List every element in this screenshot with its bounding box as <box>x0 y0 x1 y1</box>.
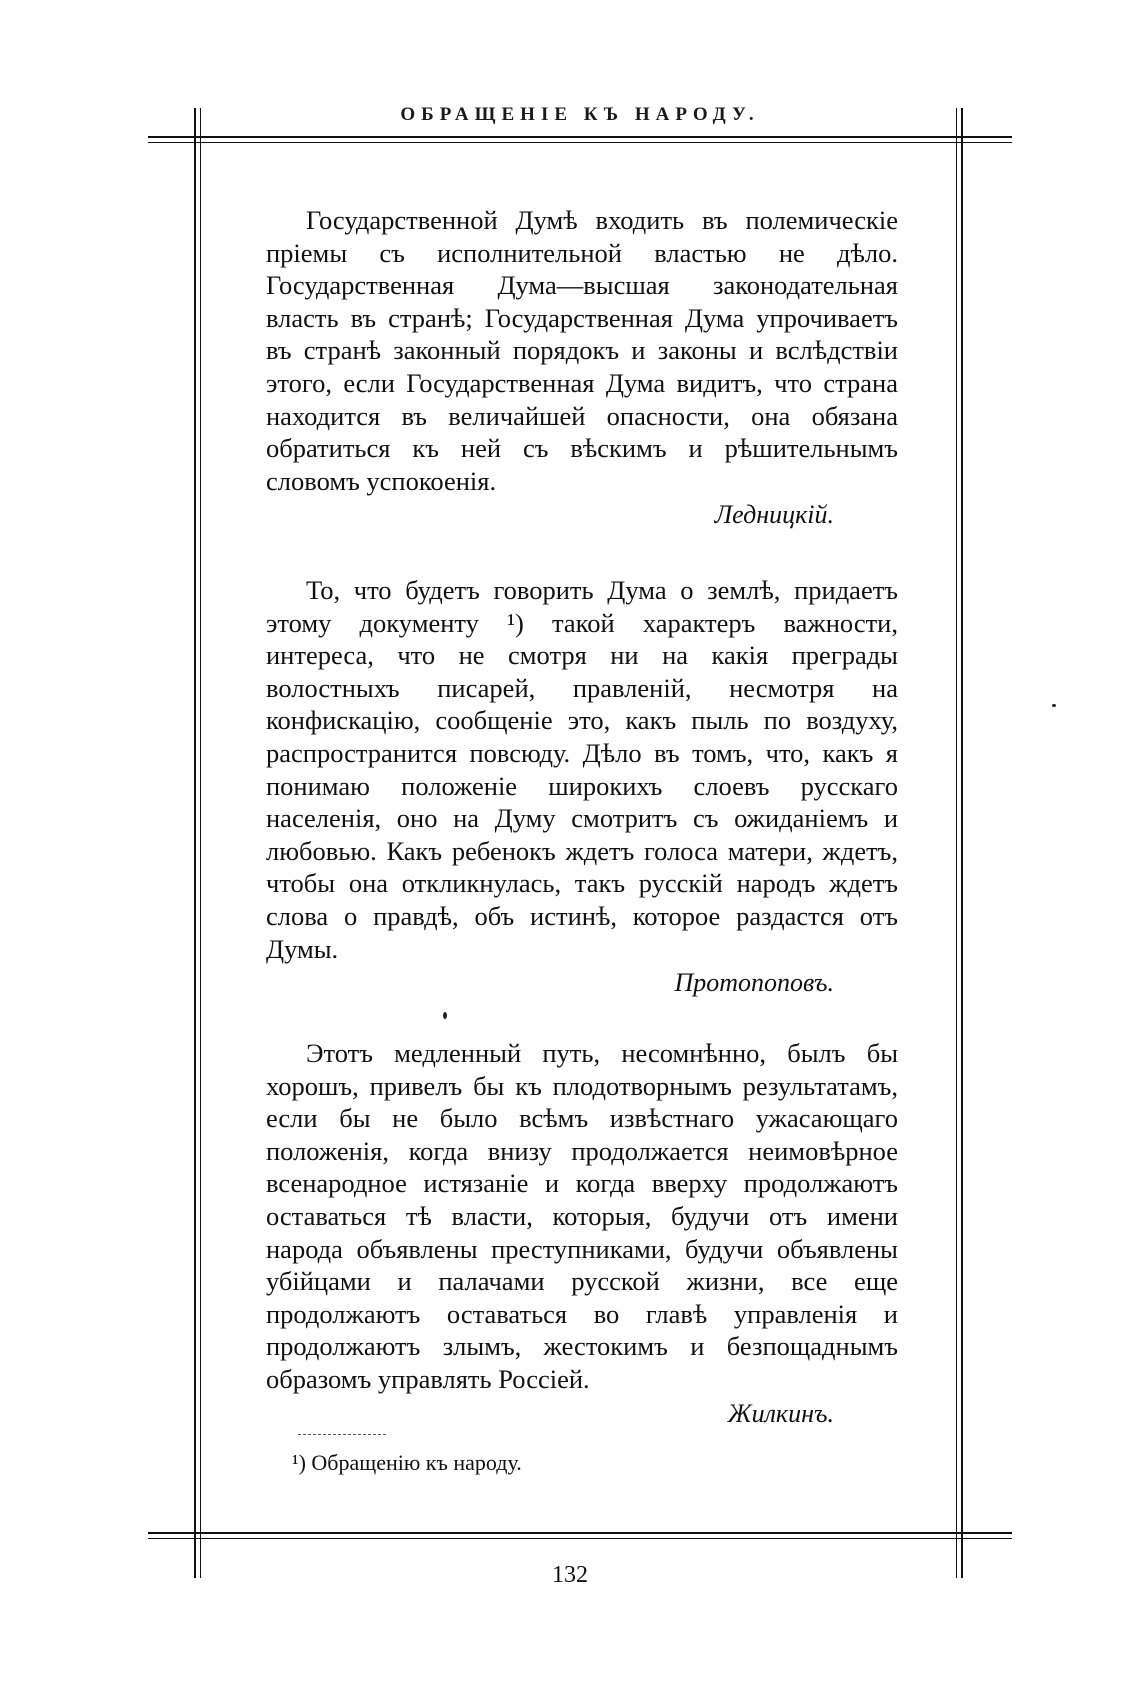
frame-bottom-rule-2 <box>148 1538 1012 1539</box>
running-head-title: ОБРАЩЕНІЕ КЪ НАРОДУ. <box>400 104 760 125</box>
quote-text: Этотъ медленный путь, несомнѣнно, былъ бы хорошъ, привелъ бы къ плодотворнымъ результатамъ, если бы не было всѣмъ извѣстнаго ужасающаго положенія, когда внизу продолжается неимовѣрное всенародное истязаніе и когда вверху продолжаютъ оставаться тѣ власти, которыя, будучи отъ имени народа объявлены преступниками, будучи объявлены убійцами и палачами русской жизни, все еще продолжаютъ оставаться во главѣ управленія и продолжаютъ злымъ, жестокимъ и безпощаднымъ образомъ управлять Россіей. <box>266 1038 898 1394</box>
frame-left-rule-2 <box>200 108 201 1578</box>
scan-speck <box>443 1012 447 1019</box>
page-number: 132 <box>552 1562 588 1588</box>
frame-right-rule-1 <box>956 108 957 1578</box>
quote-block-3 <box>266 1037 898 1430</box>
quote-block-2 <box>266 574 898 1000</box>
quote-author: Ледницкій. <box>714 500 834 530</box>
quote-author: Протопоповъ. <box>674 968 834 998</box>
footnote: ¹) Обращенію къ народу. <box>292 1450 522 1475</box>
frame-top-rule-2 <box>148 142 1012 143</box>
quote-block-1 <box>266 204 898 532</box>
quote-text: То, что будетъ говорить Дума о землѣ, придаетъ этому документу ¹) такой характеръ важности, интереса, что не смотря ни на какія преграды волостныхъ писарей, правленій, несмотря на конфискацію, сообщеніе это, какъ пыль по воздуху, распространится повсюду. Дѣло въ томъ, что, какъ я понимаю положеніе широкихъ слоевъ русскаго населенія, оно на Думу смотритъ съ ожиданіемъ и любовью. Какъ ребенокъ ждетъ голоса матери, ждетъ, чтобы она откликнулась, такъ русскій народъ ждетъ слова о правдѣ, объ истинѣ, которое раздастся отъ Думы. <box>266 575 898 964</box>
frame-left-rule-1 <box>194 108 196 1578</box>
footnote-separator <box>298 1434 386 1435</box>
scan-speck <box>1052 704 1056 707</box>
frame-top-rule-1 <box>148 136 1012 138</box>
frame-right-rule-2 <box>961 108 963 1578</box>
quote-text: Государственной Думѣ входить въ полемическіе пріемы съ исполнительной властью не дѣло. Государственная Дума—высшая законодательная власть въ странѣ; Государственная Дума упрочиваетъ въ странѣ законный порядокъ и законы и вслѣдствіи этого, если Государственная Дума видитъ, что страна находится въ величайшей опасности, она обязана обратиться къ ней съ вѣскимъ и рѣшительнымъ словомъ успокоенія. <box>266 205 898 496</box>
frame-bottom-rule-1 <box>148 1532 1012 1534</box>
quote-author: Жилкинъ. <box>727 1398 834 1428</box>
